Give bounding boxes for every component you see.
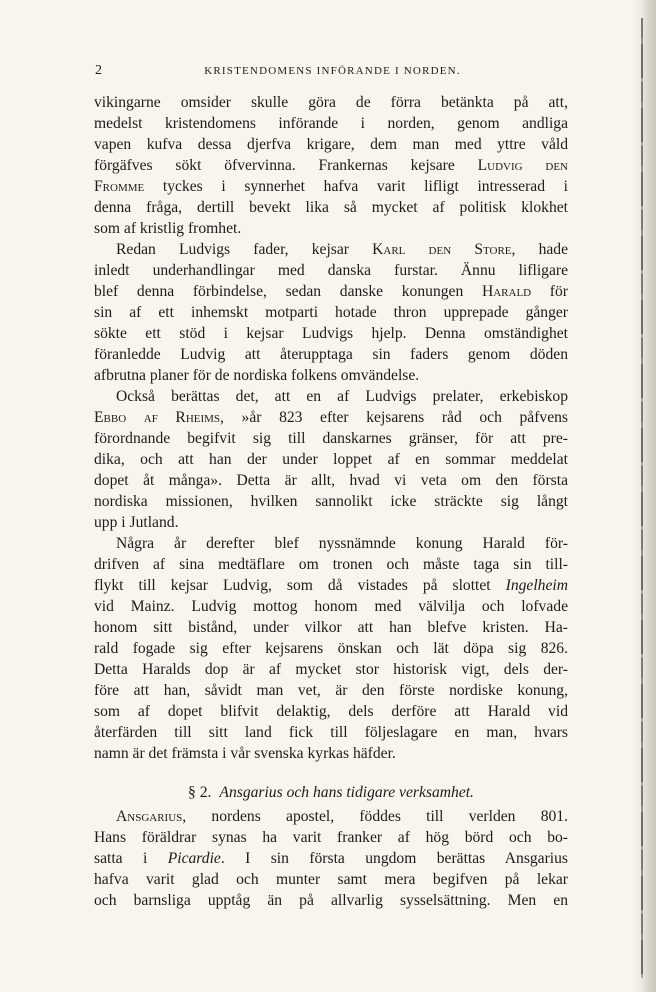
text-fragment: blef denna förbindelse, sedan danske konungen — [94, 283, 464, 300]
text-line: denna fråga, dertill bevekt lika så mycket af politisk klokhet — [94, 199, 568, 216]
text-line: dika, och att han der under loppet af en sommar meddelat — [94, 451, 568, 468]
text-line: vapen kufva dessa djerfva krigare, dem man med yttre våld — [94, 136, 568, 153]
person-name: Harald — [481, 283, 532, 300]
text-line — [94, 239, 568, 260]
section-gap — [94, 764, 568, 780]
text-line — [94, 407, 568, 428]
text-line: medelst kristendomens införande i norden, genom andliga — [94, 115, 568, 132]
page-number: 2 — [95, 63, 102, 78]
text-fragment: förgäfves sökt öfvervinna. Frankernas kejsare — [94, 157, 455, 174]
text-line — [94, 176, 568, 197]
text-line: och barnsliga upptåg än på allvarlig sysselsättning. Men en — [94, 892, 568, 909]
section-heading — [94, 780, 568, 806]
text-fragment: tyckes i synnerhet hafva varit lifligt intresserad i — [144, 178, 568, 195]
section-number: § 2. — [188, 784, 212, 801]
text-line: inledt underhandlingar med danska furstar. Ännu lifligare — [94, 262, 568, 279]
running-title: KRISTENDOMENS INFÖRANDE I NORDEN. — [204, 65, 461, 77]
body-text — [94, 92, 568, 911]
text-line: Hans föräldrar synas ha varit franker af hög börd och bo- — [94, 829, 568, 846]
text-fragment: , nordens apostel, föddes till verlden 801. — [182, 808, 568, 825]
place-name: Picardie — [167, 850, 221, 867]
text-fragment: Redan Ludvigs fader, kejsar — [116, 241, 349, 258]
text-line: som af dopet blifvit delaktig, dels derföre att Harald vid — [94, 703, 568, 720]
text-line — [94, 155, 568, 176]
text-fragment: flykt till kejsar Ludvig, som då vistades på slottet — [94, 577, 491, 594]
text-line: afbrutna planer för de nordiska folkens omvändelse. — [94, 367, 420, 384]
binding-edge-line — [641, 18, 643, 978]
text-line: förordnande begifvit sig till danskarnes gränser, för att pre- — [94, 430, 568, 447]
text-line: Detta Haralds dop är af mycket stor historisk vigt, dels der- — [94, 661, 568, 678]
text-line: vikingarne omsider skulle göra de förra betänkta på att, — [94, 94, 568, 111]
text-fragment: , »år 823 efter kejsarens råd och påfvens — [220, 409, 568, 426]
person-name: Ansgarius — [116, 808, 183, 825]
text-line: sin af ett inhemskt motparti hotade thron upprepade gånger — [94, 304, 568, 321]
text-line: rald fogade sig efter kejsarens önskan och lät döpa sig 826. — [94, 640, 568, 657]
place-name: Ingelheim — [505, 577, 568, 594]
text-fragment: för — [531, 283, 568, 300]
text-line — [94, 281, 568, 302]
section-title: Ansgarius och hans tidigare verksamhet. — [219, 784, 474, 801]
text-line — [94, 806, 568, 827]
text-line: nordiska missionen, hvilken sannolikt icke sträckte sig långt — [94, 493, 568, 510]
text-line: dopet åt många». Detta är allt, hvad vi veta om den första — [94, 472, 568, 489]
person-name: Ludvig den — [477, 157, 568, 174]
running-header — [95, 63, 570, 83]
text-fragment: . I sin första ungdom berättas Ansgarius — [220, 850, 568, 867]
text-line: Några år derefter blef nyssnämnde konung Harald för- — [116, 535, 568, 552]
text-line: som af kristlig fromhet. — [94, 220, 242, 237]
text-line: namn är det främsta i vår svenska kyrkas häfder. — [94, 745, 396, 762]
person-name: Karl den Store — [372, 241, 512, 258]
person-name: Ebbo af Rheims — [94, 409, 221, 426]
text-line: honom sitt bistånd, under vilkor att han blefve kristen. Ha- — [94, 619, 568, 636]
text-line: hafva varit glad och munter samt mera begifven på lekar — [94, 871, 568, 888]
text-line: föranledde Ludvig att återupptaga sin faders genom döden — [94, 346, 568, 363]
text-line — [94, 575, 568, 596]
text-line: Också berättas det, att en af Ludvigs prelater, erkebiskop — [116, 388, 568, 405]
page-edge-shadow — [630, 0, 656, 992]
text-fragment: satta i — [94, 850, 148, 867]
text-line: sökte ett stöd i kejsar Ludvigs hjelp. Denna omständighet — [94, 325, 568, 342]
person-name: Fromme — [94, 178, 145, 195]
text-line: upp i Jutland. — [94, 514, 179, 531]
text-line: återfärden till sitt land fick till följeslagare en man, hvars — [94, 724, 568, 741]
text-fragment: , hade — [511, 241, 569, 258]
text-line: före att han, såvidt man vet, är den förste nordiske konung, — [94, 682, 568, 699]
text-line — [94, 848, 568, 869]
text-line: vid Mainz. Ludvig mottog honom med välvilja och lofvade — [94, 598, 568, 615]
text-line: drifven af sina medtäflare om tronen och måste taga sin till- — [94, 556, 568, 573]
